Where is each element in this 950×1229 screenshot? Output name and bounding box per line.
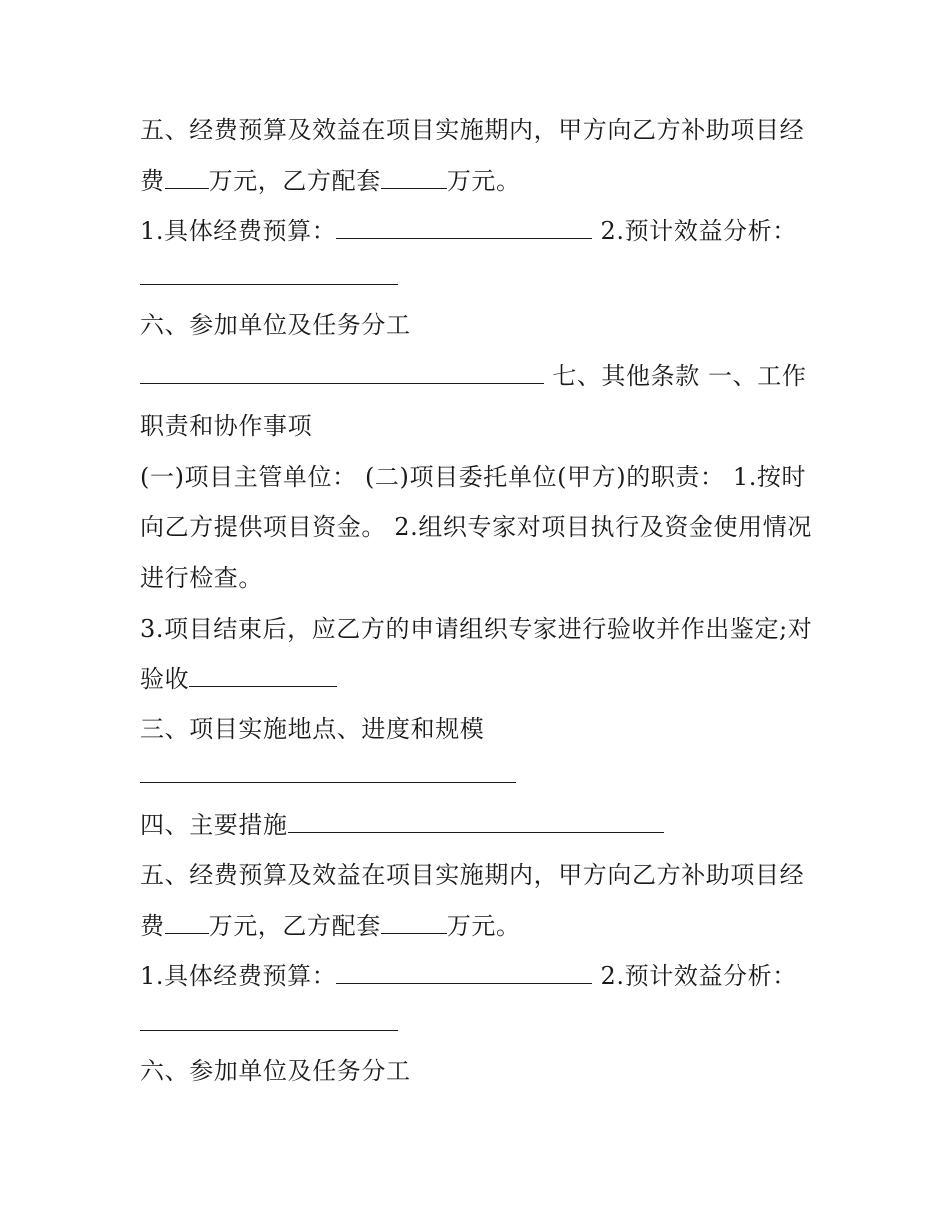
budget-detail-line-repeat xyxy=(140,961,797,991)
text-run: 万元，乙方配套 xyxy=(208,912,381,940)
text-run: 六、参加单位及任务分工 xyxy=(140,1057,411,1085)
location-progress-blank[interactable] xyxy=(140,760,516,783)
section-5-heading xyxy=(140,115,804,145)
benefit-analysis-blank[interactable] xyxy=(140,1008,398,1031)
duties-line-1 xyxy=(140,462,806,492)
duties-line-4 xyxy=(140,614,812,644)
text-run: 1.具体经费预算： xyxy=(140,217,337,245)
duties-line-3 xyxy=(140,563,263,593)
section-3-heading xyxy=(140,714,484,744)
acceptance-line xyxy=(140,664,337,694)
text-run: 职责和协作事项 xyxy=(140,412,313,440)
section-6-heading xyxy=(140,310,411,340)
text-run: 四、主要措施 xyxy=(140,811,288,839)
subsidy-amount-blank[interactable] xyxy=(165,166,209,189)
benefit-analysis-blank[interactable] xyxy=(140,262,398,285)
text-run: 五、经费预算及效益在项目实施期内，甲方向乙方补助项目经 xyxy=(140,116,805,144)
text-run: 2.预计效益分析： xyxy=(592,962,797,990)
section-4-line xyxy=(140,810,664,840)
text-run: 费 xyxy=(140,167,165,195)
text-run: 1.具体经费预算： xyxy=(140,962,337,990)
text-run: 2.预计效益分析： xyxy=(592,217,797,245)
units-tasks-blank[interactable] xyxy=(140,361,544,384)
duties-heading xyxy=(140,411,312,441)
text-run: (一)项目主管单位： (二)项目委托单位(甲方)的职责： 1.按时 xyxy=(140,463,807,491)
text-run: 3.项目结束后，应乙方的申请组织专家进行验收并作出鉴定;对 xyxy=(140,615,813,643)
text-run: 万元。 xyxy=(446,167,521,195)
section-6-heading-repeat xyxy=(140,1056,411,1086)
benefit-analysis-line xyxy=(140,262,398,292)
text-run: 向乙方提供项目资金。 2.组织专家对项目执行及资金使用情况 xyxy=(140,513,812,541)
text-run: 五、经费预算及效益在项目实施期内，甲方向乙方补助项目经 xyxy=(140,861,805,889)
budget-amount-line xyxy=(140,166,521,196)
matching-amount-blank[interactable] xyxy=(381,166,447,189)
benefit-analysis-line-repeat xyxy=(140,1008,398,1038)
budget-detail-blank[interactable] xyxy=(336,216,592,239)
units-tasks-line xyxy=(140,361,806,391)
text-run: 万元。 xyxy=(446,912,521,940)
matching-amount-blank[interactable] xyxy=(381,911,447,934)
location-progress-line xyxy=(140,760,516,790)
duties-line-2 xyxy=(140,512,812,542)
section-5-heading-repeat xyxy=(140,860,804,890)
text-run: 进行检查。 xyxy=(140,564,263,592)
budget-detail-blank[interactable] xyxy=(336,961,592,984)
text-run: 万元，乙方配套 xyxy=(208,167,381,195)
budget-amount-line-repeat xyxy=(140,911,521,941)
main-measures-blank[interactable] xyxy=(288,810,664,833)
text-run: 三、项目实施地点、进度和规模 xyxy=(140,715,485,743)
text-run: 费 xyxy=(140,912,165,940)
text-run: 验收 xyxy=(140,665,190,693)
text-run: 六、参加单位及任务分工 xyxy=(140,311,411,339)
budget-detail-line xyxy=(140,216,797,246)
text-run: 七、其他条款 一、工作 xyxy=(544,362,807,390)
acceptance-blank[interactable] xyxy=(189,664,337,687)
subsidy-amount-blank[interactable] xyxy=(165,911,209,934)
